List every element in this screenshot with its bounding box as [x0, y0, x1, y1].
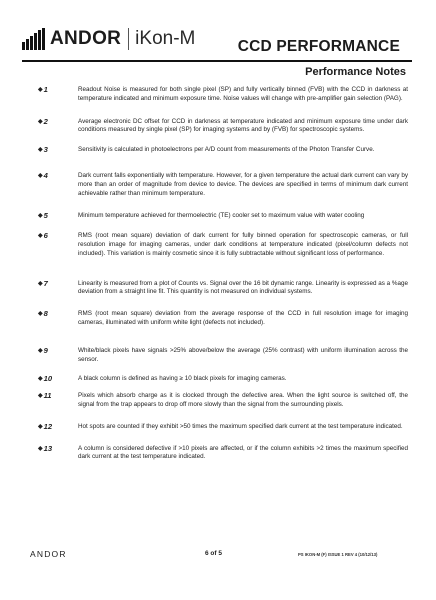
header-rule	[22, 60, 412, 62]
diamond-bullet-icon: ◆	[38, 445, 43, 452]
note-number	[38, 423, 78, 432]
page-header	[22, 22, 412, 56]
note-number-text: 2	[43, 116, 48, 126]
note-item	[38, 146, 408, 155]
note-number-text: 4	[43, 170, 48, 180]
note-item	[38, 310, 408, 328]
diamond-bullet-icon: ◆	[38, 118, 43, 125]
diamond-bullet-icon: ◆	[38, 376, 43, 383]
note-number	[38, 310, 78, 328]
note-item	[38, 375, 408, 384]
diamond-bullet-icon: ◆	[38, 423, 43, 430]
note-item	[38, 392, 408, 410]
note-item	[38, 212, 408, 221]
note-number-text: 13	[43, 443, 53, 453]
note-item	[38, 445, 408, 463]
note-number-text: 8	[43, 309, 48, 319]
diamond-bullet-icon: ◆	[38, 87, 43, 93]
note-item	[38, 118, 408, 136]
note-text: Hot spots are counted if they exhibit >50 times the maximum specified dark current at the test temperature indicated.	[78, 422, 403, 430]
note-number-text: 6	[43, 231, 48, 241]
note-text: Minimum temperature achieved for thermoelectric (TE) cooler set to maximum value with water cooling	[78, 212, 365, 220]
diamond-bullet-icon: ◆	[38, 347, 43, 354]
note-item	[38, 86, 408, 104]
note-number-text: 7	[43, 278, 48, 288]
note-number	[38, 375, 78, 384]
diamond-bullet-icon: ◆	[38, 280, 43, 287]
note-number	[38, 118, 78, 136]
note-item	[38, 423, 408, 432]
notes-list	[38, 86, 408, 462]
note-item	[38, 347, 408, 365]
note-number	[38, 86, 78, 104]
note-number	[38, 212, 78, 221]
andor-logo-icon	[22, 28, 46, 50]
note-number-text: 12	[43, 421, 53, 431]
note-number	[38, 347, 78, 365]
note-number	[38, 146, 78, 155]
diamond-bullet-icon: ◆	[38, 311, 43, 318]
section-title: Performance Notes	[305, 66, 406, 78]
note-text: Dark current falls exponentially with temperature. However, for a given temperature the actual dark current can vary by more than an order of magnitude from device to device. The devices are specified in terms of minimum dark current achievable rather than minimum temperature.	[78, 171, 408, 197]
note-number	[38, 280, 78, 298]
diamond-bullet-icon: ◆	[38, 393, 43, 400]
note-text: Readout Noise is measured for both single pixel (SP) and fully vertically binned (FVB) with the CCD in darkness at temperature indicated and minimum exposure time. Noise values will change with pre-amplifier gain selection (PAG).	[78, 86, 408, 102]
note-number	[38, 445, 78, 463]
document-issue: PS IKON-M (F) ISSUE 1 REV 4 (10/12/13)	[298, 552, 378, 557]
note-text: A black column is defined as having ≥ 10 black pixels for imaging cameras.	[78, 375, 287, 383]
note-number-text: 10	[43, 374, 53, 384]
diamond-bullet-icon: ◆	[38, 213, 43, 220]
note-number-text: 1	[43, 85, 48, 94]
note-number-text: 11	[43, 391, 52, 401]
note-item	[38, 280, 408, 298]
note-text: White/black pixels have signals >25% above/below the average (25% contrast) with uniform illumination across the sensor.	[78, 346, 408, 363]
diamond-bullet-icon: ◆	[38, 172, 43, 179]
note-text: Sensitivity is calculated in photoelectrons per A/D count from measurements of the Photon Transfer Curve.	[78, 146, 375, 154]
note-text: A column is considered defective if >10 pixels are affected, or if the column exhibits >2 times the maximum specified dark current at the test temperature indicated.	[78, 444, 408, 461]
note-text: RMS (root mean square) deviation of dark current for fully binned operation for spectroscopic cameras, or full resolution image for imaging cameras, under dark conditions at temperature indicated (pixel/column defects not included). This variation is mainly cosmetic since it is fully subtractable without significant loss of performance.	[78, 232, 408, 257]
note-number-text: 9	[43, 345, 48, 355]
page-title: CCD PERFORMANCE	[237, 38, 400, 55]
note-number	[38, 172, 78, 198]
note-number	[38, 392, 78, 410]
brand-name: ANDOR	[50, 28, 122, 49]
note-number-text: 3	[43, 145, 48, 155]
diamond-bullet-icon: ◆	[38, 233, 43, 240]
note-text: Average electronic DC offset for CCD in darkness at temperature indicated and minimum exposure time under dark conditions measured by single pixel (SP) for imaging systems and by (FVB) for spectroscopic systems.	[78, 117, 408, 134]
page-number: 6 of 5	[205, 550, 222, 557]
footer-brand: ANDOR	[30, 549, 67, 559]
product-name: iKon-M	[135, 28, 196, 49]
note-text: Pixels which absorb charge as it is clocked through the defective area. When the light source is switched off, the signal from the trap appears to drop off more slowly than the signal from the surrounding pixels.	[78, 392, 408, 408]
logo-divider	[128, 28, 129, 50]
diamond-bullet-icon: ◆	[38, 147, 43, 154]
note-text: Linearity is measured from a plot of Counts vs. Signal over the 16 bit dynamic range. Linearity is expressed as a %age deviation from a straight line fit. This quantity is not measured on individual systems.	[78, 279, 408, 296]
note-item	[38, 232, 408, 258]
note-text: RMS (root mean square) deviation from the average response of the CCD in full resolution image for imaging cameras, illuminated with uniform white light (defects not included).	[78, 310, 408, 326]
note-number	[38, 232, 78, 258]
note-item	[38, 172, 408, 198]
note-number-text: 5	[43, 211, 48, 221]
